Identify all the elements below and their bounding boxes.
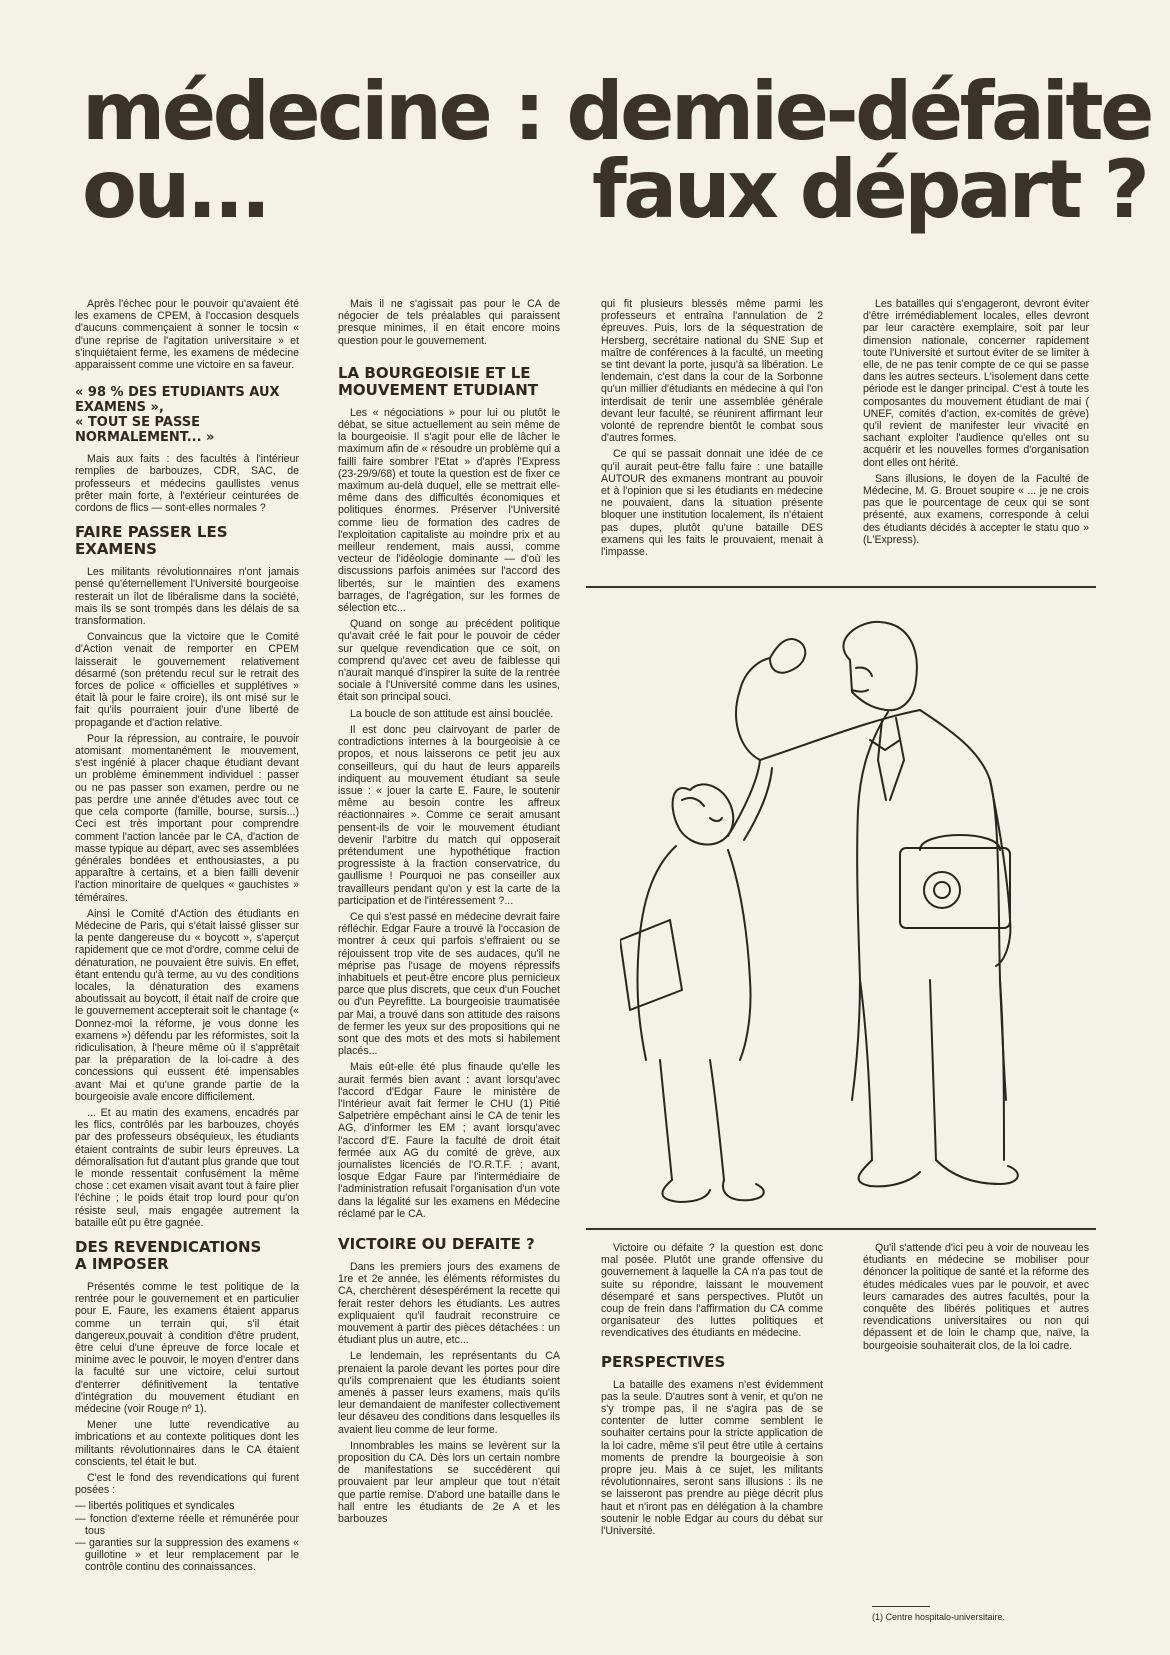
heading-line: LA BOURGEOISIE ET LE: [338, 363, 531, 382]
section-heading-faire-passer: [75, 524, 299, 558]
column-3-bottom: [601, 1242, 823, 1637]
section-heading-perspectives: [601, 1354, 823, 1371]
headline-line-2-right: faux départ ?: [592, 143, 1147, 236]
paragraph: Innombrables les mains se levèrent sur la proposition du CA. Dès lors un certain nombre de manifestations se succédèrent qui prouvaient par leur ampleur que tout n'était que partie remise. D'abord une bataille dans le hall entre les étudiants de 2e A et les barbouzes: [338, 1439, 560, 1526]
paragraph: Présentés comme le test politique de la rentrée pour le gouvernement et en particulier pour E. Faure, les examens étaient apparus comme un terrain qui, s'il était dangereux,pouvait à condition d'être prudent, être celui d'une épreuve de force locale et minime avec le pouvoir, le moyen d'entrer dans la faculté sur une victoire, celui surtout d'enterrer définitivement la tentative d'intégration du mouvement étudiant en médecine (voir Rouge nº 1).: [75, 1281, 299, 1416]
intro-paragraph: Après l'échec pour le pouvoir qu'avaient été les examens de CPEM, à l'occasion desquels d'aucuns commençaient à sonner le tocsin « d'une reprise de l'agitation universitaire » et s'inquiétaient ferme, les examens de médecine apparaissent comme une victoire en sa faveur.: [75, 298, 299, 372]
paragraph: Convaincus que la victoire que le Comité d'Action venait de remporter en CPEM laisserait le gouvernement relativement désarmé (son prétendu recul sur le retrait des forces de police « officielles et supplétives » était là pour le faire croire), ils ont misé sur le fait qu'ils pourraient jouir d'une liberté de propagande et d'action relative.: [75, 631, 299, 729]
column-1: [75, 298, 299, 1633]
paragraph: C'est le fond des revendications qui furent posées :: [75, 1472, 299, 1497]
paragraph: ... Et au matin des examens, encadrés par les flics, contrôlés par les barbouzes, choyés par des professeurs obséquieux, les étudiants étaient contraints de subir leurs épreuves. La démoralisation fut d'autant plus grande que tout le monde ressentait confusément la même chose : cet examen visait avant tout à faire plier l'échine ; le poids était trop lourd pour qu'on résiste seul, mais engagée autrement la bataille eût pu être gagnée.: [75, 1106, 299, 1229]
column-2: [338, 298, 560, 1633]
list-item: — libertés politiques et syndicales: [75, 1500, 235, 1513]
heading-line: DES REVENDICATIONS: [75, 1238, 262, 1256]
paragraph: Les « négociations » pour lui ou plutôt le débat, se situe actuellement au sein même de la bourgeoisie. Il s'agit pour elle de lâcher le maximum afin de « résoudre un problème qui a failli faire sombrer l'Etat » d'après l'Express (23-29/9/68) et toute la question est de fixer ce maximum au-delà duquel, elle se mettrait elle-même dans des difficultés économiques et politiques énormes. Préserver l'Université comme lieu de formation des cadres de l'exploitation capitaliste au moindre prix et au meilleur rendement, mais aussi, comme vecteur de l'idéologie dominante — d'où les discussions parfois animées sur l'accord des libertés, sur le maintien des examens barrages, de l'agrégation, sur les formes de sélection etc...: [338, 406, 560, 615]
section-heading-revendications: [75, 1239, 299, 1273]
rule-bottom: [586, 1228, 1096, 1230]
paragraph: Mais aux faits : des facultés à l'intérieur remplies de barbouzes, CDR, SAC, de professeurs et médecins gaullistes venus prêter main forte, à l'extérieur ceinturées de cordons de flics — sont-elles normales ?: [75, 453, 299, 515]
paragraph: Les militants révolutionnaires n'ont jamais pensé qu'éternellement l'Université bourgeoise resterait un îlot de libéralisme dans la société, mais ils se sont trompés dans les délais de sa transformation.: [75, 566, 299, 628]
list-item: — fonction d'externe réelle et rémunérée pour tous: [75, 1512, 299, 1537]
paragraph: Victoire ou défaite ? la question est donc mal posée. Plutôt une grande offensive du gouvernement à laquelle la CA n'a pas tout de suite su répondre, laissant le mouvement désemparé et sans perspectives. Plutôt un coup de frein dans l'affirmation du CA comme organisateur des luttes politiques et revendicatives des étudiants en médecine.: [601, 1242, 823, 1340]
paragraph: La boucle de son attitude est ainsi bouclée.: [350, 707, 554, 720]
tall-man-figure: [736, 622, 1018, 1187]
column-4-top: [863, 298, 1089, 568]
heading-line: FAIRE PASSER LES: [75, 523, 228, 542]
pull-quote: [75, 385, 299, 445]
paragraph: Le lendemain, les représentants du CA prenaient la parole devant les portes pour dire qu'ils comprenaient que les étudiants soient amenés à passer leurs examens, mais qu'ils leur demandaient de manifester collectivement leur désaveu des conditions dans lesquelles ils avaient lieu comme de leur forme.: [338, 1350, 560, 1436]
section-heading-bourgeoisie: [338, 365, 560, 399]
cartoon-illustration: [620, 600, 1080, 1220]
section-heading-victoire: [338, 1236, 560, 1253]
paragraph: La bataille des examens n'est évidemment pas la seule. D'autres sont à venir, et qu'on ne s'y trompe pas, il ne s'agira pas de se contenter de lutter comme semblent le souhaiter certains pour la stricte application de la loi cadre, même s'il peut être utile à certains moments de prendre la bourgeoisie à son propre jeu. Mais à ce sujet, les militants révolutionnaires, seront sans illusions : ils ne se laisseront pas prendre au piège décrit plus haut et n'iront pas en délégation à la chambre soutenir le noble Edgar au cours du débat sur l'Université.: [601, 1378, 823, 1538]
paragraph: Mais il ne s'agissait pas pour le CA de négocier de tels préalables qui paraissent presque minimes, il en était encore moins question pour le gouvernement.: [338, 298, 560, 347]
paragraph: Mais eût-elle été plus finaude qu'elle les aurait fermés bien avant : avant lorsqu'avec l'accord d'Edgar Faure le ministère de l'Intérieur avait fait fermer le CHU (1) Pitié Salpetrière empêchant ainsi le CA de tenir les AG, d'informer les EM ; avant lorsqu'avec l'accord d'E. Faure la faculté de droit était fermée aux AG du comité de grève, aux journalistes licenciés de l'O.R.T.F. ; avant, losque Edgar Faure par l'intermédiaire de l'administration refusait l'organisation d'un vote dans la légalité sur les examens en Médecine réclamé par le CA.: [338, 1061, 560, 1220]
paragraph: Sans illusions, le doyen de la Faculté de Médecine, M. G. Brouet soupire « ... je ne crois pas que le pourcentage de ceux qui se sont présenté, aux examens, corresponde à celui des étudiants décidés à accepter le statu quo » (L'Express).: [863, 472, 1089, 546]
footnote: (1) Centre hospitalo-universitaire.: [872, 1612, 1006, 1622]
heading-line: A IMPOSER: [75, 1255, 169, 1273]
list-item: — garanties sur la suppression des examens « guillotine » et leur remplacement par le contrôle continu des connaissances.: [75, 1537, 299, 1574]
paragraph: Les batailles qui s'engageront, devront éviter d'être irrémédiablement locales, elles devront par leur caractère exemplaire, soit par leur dimension nationale, concerner rapidement toute l'Université et surtout éviter de se limiter à elle, de ne pas tenir compte de ce qui se passe dans les autres secteurs. L'isolement dans cette période est le danger principal. C'est à toute les composantes du mouvement étudiant de mai ( UNEF, comités d'action, ex-comités de grève) qu'il revient de manifester leur vivacité en sachant exploiter l'audience qu'elles ont su acquérir et les nouvelles formes d'organisation dont elles ont hérité.: [863, 298, 1089, 469]
paragraph: qui fit plusieurs blessés même parmi les professeurs et entraîna l'annulation de 2 épreuves. Puis, lors de la séquestration de Hersberg, secrétaire national du SNE Sup et maître de conférences à la faculté, un meeting se tint devant la porte, jusqu'à sa libération. Le lendemain, c'est dans la cour de la Sorbonne qu'un millier d'étudiants en médecine à qui l'on interdisait de tenir une assemblée générale devant leur faculté, se réunirent affirmant leur volonté de reprendre bientôt le combat sous d'autres formes.: [601, 298, 823, 445]
paragraph: Il est donc peu clairvoyant de parler de contradictions internes à la bourgeoisie à ce propos, et nous laisserons ce petit jeu aux conseilleurs, qui du haut de leurs appareils indiquent au mouvement étudiant sa seule issue : « jouer la carte E. Faure, le soutenir même au besoin contre les affreux réactionnaires ». Comme ce serait amusant pensent-ils de voir le mouvement étudiant devenir l'arbitre du match qui opposerait prétendument une hypothétique fraction progressiste à la fraction conservatrice, du gaullisme ! Pourquoi ne pas conseiller aux travailleurs pendant qu'on y est la carte de la participation et de l'intéressement ?...: [338, 723, 560, 907]
paragraph: Ce qui s'est passé en médecine devrait faire réfléchir. Edgar Faure a trouvé là l'occasion de montrer à ceux qui parfois s'effraient ou se réjouissent trop vite de ses audaces, qu'il ne méprise pas l'usage de moyens répressifs inhabituels et peut-être encore plus pernicieux parce que plus discrets, que ceux d'un Fouchet ou d'un Peyrefitte. La bourgeoisie traumatisée par Mai, a trouvé dans son attitude des raisons de fermer les yeux sur des propositions qui ne sont que des mots et des mots si habilement placés...: [338, 910, 560, 1058]
heading-line: PERSPECTIVES: [601, 1352, 726, 1371]
heading-line: EXAMENS: [75, 540, 157, 559]
pull-quote-line-2: « TOUT SE PASSE NORMALEMENT... »: [75, 415, 215, 446]
column-3-top: [601, 298, 823, 568]
paragraph: Ce qui se passait donnait une idée de ce qu'il aurait peut-être fallu faire : une bataille AUTOUR des exmanens montrant au pouvoir et à l'opinion que si les étudiants en médecine ne pouvaient, dans la situation présente bloquer une institution localement, ils n'étaient pas dupes, plutôt qu'une bataille DES examens qui les faits le prouvaient, menait à l'impasse.: [601, 448, 823, 559]
heading-line: VICTOIRE OU DEFAITE ?: [338, 1235, 535, 1254]
heading-line: MOUVEMENT ETUDIANT: [338, 380, 538, 399]
paragraph: Dans les premiers jours des examens de 1re et 2e année, les éléments réformistes du CA, cherchèrent désespérément la recette qui ferait rester dehors les étudiants. Les autres expliquaient qu'il faudrait reconstruire ce mouvement à partir des pièces détachées : un étudiant plus un autre, etc...: [338, 1261, 560, 1347]
pull-quote-line-1: « 98 % DES ETUDIANTS AUX EXAMENS »,: [75, 385, 280, 416]
rule-top: [586, 586, 1096, 588]
headline-line-1: médecine : demie-défaite: [82, 65, 1151, 158]
paragraph: Pour la répression, au contraire, le pouvoir atomisant momentanément le mouvement, s'est ingénié à placer chaque étudiant devant un problème éminemment individuel : passer ou ne pas passer son examen, perdre ou ne pas perdre une année d'études avec tout ce que cela comporte (famille, bourse, sursis...) Ceci est très important pour comprendre comment l'action lancée par le CA, d'action de masse typique au départ, avec ses assemblées générales bondées et enthousiastes, a pu apparaître à certains, et a bien failli devenir l'action minoritaire de quelques « gauchistes » téméraires.: [75, 732, 299, 904]
headline-line-2-left: ou...: [82, 143, 268, 236]
paragraph: Mener une lutte revendicative au imbrications et au contexte politiques dont les militants révolutionnaires dans le CA étaient conscients, tel était le but.: [75, 1419, 299, 1468]
column-4-bottom: [863, 1242, 1089, 1442]
paragraph: Ainsi le Comité d'Action des étudiants en Médecine de Paris, qui s'était laissé glisser sur la pente dangereuse du « boycott », s'aperçut rapidement que ce mot d'ordre, comme celui de dénaturation, ne pouvaient être suivis. En effet, étant entendu qu'à terme, au vu des conditions locales, la dénaturation des examens aboutissait au boycott, il était naïf de croire que le gouvernement accepterait soit le chantage (« Donnez-moi la réforme, je vous donne les examens ») défendu par les réformistes, soit la ridiculisation, à l'heure même où il s'apprêtait par la préparation de la loi-cadre à des concessions qui eussent été impensables avant Mai et qu'une grande partie de la bourgeoisie avale encore difficilement.: [75, 907, 299, 1103]
footnote-rule: [872, 1606, 930, 1607]
paragraph: Qu'il s'attende d'ici peu à voir de nouveau les étudiants en médecine se mobiliser pour dénoncer la politique de santé et la réforme des études médicales vues par le pouvoir, et avec leurs camarades des autres facultés, pour la conquête des libérés politiques et autres revendications universitaires ou non qui dépassent et de loin le champ que, naïve, la bourgeoisie souhaiterait clos, de la loi cadre.: [863, 1242, 1089, 1352]
small-man-figure: [620, 760, 772, 1202]
paragraph: Quand on songe au précédent politique qu'avait créé le fait pour le pouvoir de céder sur quelque revendication que ce soit, on comprend qu'avec cet aveu de faiblesse qui n'aurait manqué d'inspirer la suite de la rentrée sociale à l'Université comme dans les usines, était son principal souci.: [338, 618, 560, 704]
